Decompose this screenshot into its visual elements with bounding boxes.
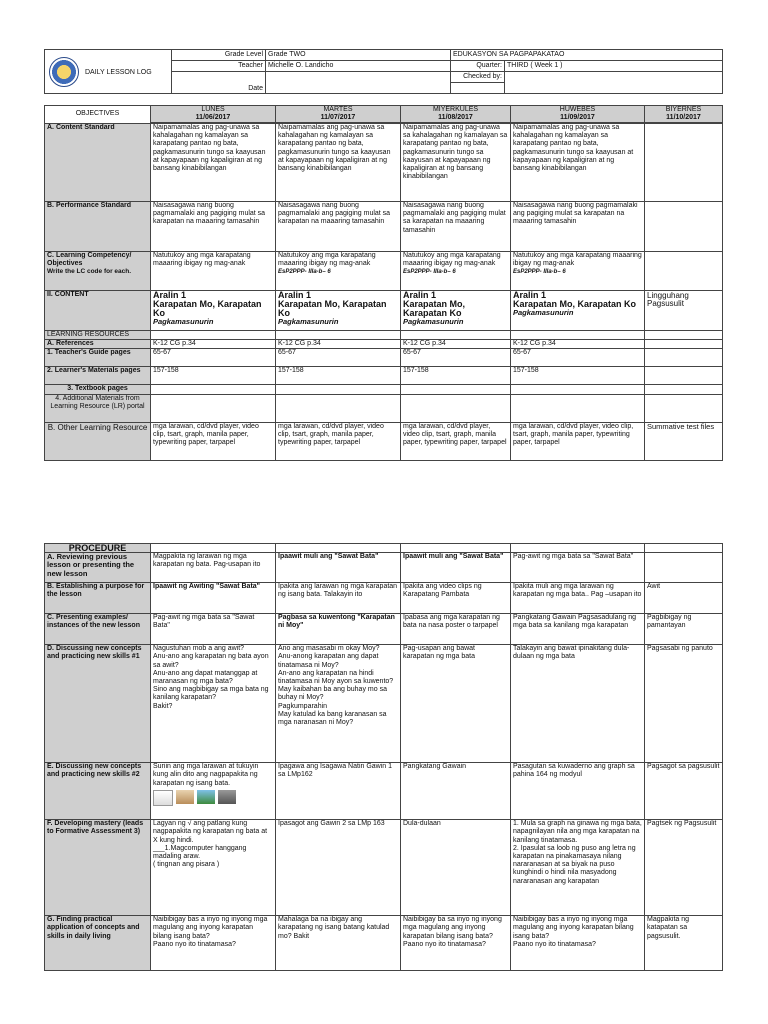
content-label: II. CONTENT xyxy=(45,291,151,331)
day-name: BIYERNES xyxy=(665,106,702,113)
procedure-label: B. Establishing a purpose for the lesson xyxy=(45,583,151,614)
procedure-cell: Ano ang masasabi m okay Moy? Anu-anong karapatan ang dapat tinatamasa ni Moy? An-ano ang karapatan na hindi tinatamasa ni Moy ayon sa kuwento? May kaibahan ba ang buhay mo sa buhay ni Moy? Pagkumparahin May katulad ka bang karanasan sa mga naranasan ni Moy? xyxy=(276,645,401,763)
procedure-cell: Magpakita ng katapatan sa pagsusulit. xyxy=(645,916,723,971)
procedure-cell: Dula-dulaan xyxy=(401,820,511,916)
playing-picture-icon xyxy=(197,790,215,804)
day-date: 11/10/2017 xyxy=(666,113,701,121)
procedure-cell: Pag-awit ng mga bata sa "Sawat Bata" xyxy=(511,553,645,583)
lc-code: EsP2PPP- IIIa-b– 6 xyxy=(278,269,331,276)
empty-cell xyxy=(645,385,723,394)
teachers-guide-label: 1. Teacher's Guide pages xyxy=(45,349,151,367)
procedure-cell: Pag-usapan ang bawat karapatan ng mga bata xyxy=(401,645,511,763)
value-focus: Pagkamasunurin xyxy=(278,317,339,326)
procedure-label: G. Finding practical application of concepts and skills in daily living xyxy=(45,916,151,971)
learners-materials-label: 2. Learner's Materials pages xyxy=(45,367,151,385)
lc-code-note: Write the LC code for each. xyxy=(47,268,132,276)
competency-cell xyxy=(511,252,645,291)
performance-standard-cell: Naisasagawa nang buong pagmamalaki ang pagiging mulat sa karapatan na maaaring tamasahin xyxy=(511,202,645,252)
references-cell: K-12 CG p.34 xyxy=(401,340,511,349)
references-cell: K-12 CG p.34 xyxy=(511,340,645,349)
procedure-cell: 1. Mula sa graph na ginawa ng mga bata, napagnilayan nila ang mga karapatan na kanilang tinatamasa. 2. Ipasulat sa loob ng puso ang letra ng karapatan na pinakamasaya nilang nararanasan at sa biyak na puso kunghindi o hindi nila masyadong nararanasan ang karapatan xyxy=(511,820,645,916)
procedure-cell: Naibibigay bas a inyo ng inyong mga magulang ang inyong karapatan bilang isang bata? Paano nyo ito tinatamasa? xyxy=(151,916,276,971)
aralin-number: Aralin 1 xyxy=(278,290,312,300)
procedure-cell: Ipasagot ang Gawin 2 sa LMp 163 xyxy=(276,820,401,916)
day-name: LUNES xyxy=(201,106,225,113)
performance-standard-label: B. Performance Standard xyxy=(45,202,151,252)
value-focus: Pagkamasunurin xyxy=(403,317,464,326)
procedure-text: Suriin ang mga larawan at tukuyin kung alin dito ang nagpapakita ng karapatan ng isang bata. xyxy=(153,763,259,787)
empty-cell xyxy=(276,394,401,422)
log-title: DAILY LESSON LOG xyxy=(85,68,152,76)
quarter-value: THIRD ( Week 1 ) xyxy=(505,61,723,72)
day-name: MIYERKULES xyxy=(432,106,479,113)
content-cell xyxy=(276,291,401,331)
empty-cell xyxy=(645,544,723,553)
procedure-cell: Mahalaga ba na ibigay ang karapatang ng isang batang katulad mo? Bakit xyxy=(276,916,401,971)
quarter-label: Quarter: xyxy=(451,61,505,72)
procedure-cell: Nagustuhan mob a ang awit? Anu-ano ang karapatan ng bata ayon sa awit? Anu-ano ang dapat matanggap at maranasan ng mga bata? Sino ang magbibigay sa mga bata ng kanilang karapatan? Bakit? xyxy=(151,645,276,763)
day-date: 11/09/2017 xyxy=(560,113,595,121)
procedure-label: A. Reviewing previous lesson or presenting the new lesson xyxy=(45,553,151,583)
other-resource-label: B. Other Learning Resource xyxy=(45,422,151,460)
procedure-cell: Awit xyxy=(645,583,723,614)
learners-materials-cell xyxy=(645,367,723,385)
competency-text: Natutukoy ang mga karapatang maaaring ibigay ng mag-anak xyxy=(153,252,251,268)
empty-cell xyxy=(645,394,723,422)
header-table xyxy=(44,49,723,94)
day-header xyxy=(151,106,276,123)
content-standard-cell: Naipamamalas ang pag-unawa sa kahalagahan ng kamalayan sa karapatang pantao ng bata, pagkamasunurin tungo sa kaayusan at kapayapaan ng kapaligiran at ng bansang kinabibilangan xyxy=(401,124,511,202)
day-header xyxy=(401,106,511,123)
other-resource-cell: mga larawan, cd/dvd player, video clip, tsart, graph, manila paper, typewriting paper, tarpapel xyxy=(401,422,511,460)
teachers-guide-cell: 65-67 xyxy=(151,349,276,367)
other-resource-cell: mga larawan, cd/dvd player, video clip, tsart, graph, manila paper, typewriting paper, tarpapel xyxy=(276,422,401,460)
content-cell xyxy=(401,291,511,331)
procedure-title: PROCEDURE xyxy=(45,544,151,553)
value-focus: Pagkamasunurin xyxy=(153,317,214,326)
working-picture-icon xyxy=(218,790,236,804)
empty-cell xyxy=(511,331,645,340)
competency-text: Natutukoy ang mga karapatang maaaring ibigay ng mag-anak xyxy=(513,252,642,268)
performance-standard-cell: Naisasagawa nang buong pagmamalaki ang pagiging mulat sa karapatan na maaaring tamasahin xyxy=(276,202,401,252)
performance-standard-cell xyxy=(645,202,723,252)
aralin-title: Karapatan Mo, Karapatan Ko xyxy=(403,299,466,318)
procedure-cell: Ipagawa ang Isagawa Natin Gawin 1 sa LMp162 xyxy=(276,763,401,820)
procedure-cell: Lagyan ng √ ang patlang kung nagpapakita ng karapatan ng bata at X kung hindi. ___1.Magcomputer hanggang madaling araw. ( tingnan ang pisara ) xyxy=(151,820,276,916)
day-header xyxy=(511,106,645,123)
procedure-cell: Pagsagot sa pagsusulit xyxy=(645,763,723,820)
procedure-cell: Ipakita ang video clips ng Karapatang Pambata xyxy=(401,583,511,614)
deped-seal-icon xyxy=(49,57,79,87)
empty-cell xyxy=(645,331,723,340)
lc-code: EsP2PPP- IIIa-b– 6 xyxy=(513,269,566,276)
procedure-cell: Pagbasa sa kuwentong "Karapatan ni Moy" xyxy=(276,614,401,645)
competency-cell xyxy=(276,252,401,291)
other-resource-cell: mga larawan, cd/dvd player, video clip, tsart, graph, manila paper, typewriting paper, tarpapel xyxy=(151,422,276,460)
procedure-label: F. Developing mastery (leads to Formative Assessment 3) xyxy=(45,820,151,916)
procedure-cell: Magpakita ng larawan ng mga karapatan ng bata. Pag-usapan ito xyxy=(151,553,276,583)
teachers-guide-cell: 65-67 xyxy=(401,349,511,367)
procedure-label: D. Discussing new concepts and practicing new skills #1 xyxy=(45,645,151,763)
teacher-label: Teacher xyxy=(172,61,266,72)
checked-by-label: Checked by: xyxy=(451,72,505,83)
competency-label xyxy=(45,252,151,291)
grade-level-label: Grade Level xyxy=(172,50,266,61)
family-picture-icon xyxy=(176,790,194,804)
competency-text: Natutukoy ang mga karapatang maaaring ibigay ng mag-anak xyxy=(403,252,501,268)
procedure-cell: Pag-awit ng mga bata sa "Sawat Bata" xyxy=(151,614,276,645)
aralin-title: Karapatan Mo, Karapatan Ko xyxy=(153,299,262,318)
content-cell xyxy=(151,291,276,331)
procedure-cell: Pagsasabi ng panuto xyxy=(645,645,723,763)
learners-materials-cell: 157-158 xyxy=(151,367,276,385)
day-date: 11/06/2017 xyxy=(195,113,231,121)
empty-cell xyxy=(401,394,511,422)
empty-cell xyxy=(151,331,276,340)
procedure-label: E. Discussing new concepts and practicing new skills #2 xyxy=(45,763,151,820)
procedure-cell: Naibibigay bas a inyo ng inyong mga magulang ang inyong karapatan bilang isang bata? Paano nyo ito tinatamasa? xyxy=(511,916,645,971)
content-standard-cell: Naipamamalas ang pag-unawa sa kahalagahan ng kamalayan sa karapatang pantao ng bata, pagkamasunurin tungo sa kaayusan at kapayapaan ng kapaligiran at ng bansang kinabibilangan xyxy=(151,124,276,202)
procedure-cell: Ipaawit ng Awiting "Sawat Bata" xyxy=(151,583,276,614)
learners-materials-cell: 157-158 xyxy=(401,367,511,385)
content-cell xyxy=(511,291,645,331)
date-value xyxy=(266,72,451,94)
day-date: 11/08/2017 xyxy=(438,113,473,121)
learners-materials-cell: 157-158 xyxy=(511,367,645,385)
value-focus: Pagkamasunurin xyxy=(513,308,574,317)
competency-title: C. Learning Competency/ Objectives xyxy=(47,252,132,268)
objectives-table xyxy=(44,105,723,461)
day-name: HUWEBES xyxy=(559,106,596,113)
teachers-guide-cell: 65-67 xyxy=(276,349,401,367)
performance-standard-cell: Naisasagawa nang buong pagmamalaki ang pagiging mulat sa karapatan na maaaring tamasahin xyxy=(151,202,276,252)
content-standard-label: A. Content Standard xyxy=(45,124,151,202)
weekly-test-title: Lingguhang Pagsusulit xyxy=(647,291,689,309)
day-header xyxy=(276,106,401,123)
procedure-cell xyxy=(645,553,723,583)
content-cell xyxy=(645,291,723,331)
performance-standard-cell: Naisasagawa nang buong pagmamalaki ang pagiging mulat sa karapatan na maaaring tamasahin xyxy=(401,202,511,252)
empty-cell xyxy=(511,394,645,422)
day-name: MARTES xyxy=(323,106,353,113)
aralin-title: Karapatan Mo, Karapatan Ko xyxy=(513,299,637,309)
textbook-label: 3. Textbook pages xyxy=(45,385,151,394)
empty-cell xyxy=(151,394,276,422)
competency-cell xyxy=(151,252,276,291)
empty-cell xyxy=(401,385,511,394)
learners-materials-cell: 157-158 xyxy=(276,367,401,385)
other-resource-cell: mga larawan, cd/dvd player, video clip, tsart, graph, manila paper, typewriting paper, tarpapel xyxy=(511,422,645,460)
empty-cell xyxy=(276,331,401,340)
empty-cell xyxy=(511,385,645,394)
procedure-cell: Ipakita ang larawan ng mga karapatan ng isang bata. Talakayin ito xyxy=(276,583,401,614)
empty-cell xyxy=(401,544,511,553)
aralin-number: Aralin 1 xyxy=(153,290,187,300)
child-picture-icon xyxy=(153,790,173,806)
checked-by-value xyxy=(505,72,723,94)
competency-cell xyxy=(401,252,511,291)
procedure-cell: Ipaawit muli ang "Sawat Bata" xyxy=(401,553,511,583)
procedure-cell: Naibibigay ba sa inyo ng inyong mga magulang ang inyong karapatan bilang isang bata? Paano nyo ito tinatamasa? xyxy=(401,916,511,971)
competency-text: Natutukoy ang mga karapatang maaaring ibigay ng mag-anak xyxy=(278,252,376,268)
aralin-title: Karapatan Mo, Karapatan Ko xyxy=(278,299,387,318)
date-label: Date xyxy=(172,72,266,94)
procedure-cell: Pagbibigay ng pamantayan xyxy=(645,614,723,645)
learning-resources-label: LEARNING RESOURCES xyxy=(45,331,151,340)
procedure-cell: Pangkatang Gawain Pagsasadulang ng mga bata sa kanilang mga karapatan xyxy=(511,614,645,645)
empty-cell xyxy=(511,544,645,553)
procedure-cell: Talakayin ang bawat ipinakitang dula-dulaan ng mga bata xyxy=(511,645,645,763)
objectives-label: OBJECTIVES xyxy=(45,106,151,124)
aralin-number: Aralin 1 xyxy=(513,290,547,300)
lc-code: EsP2PPP- IIIa-b– 6 xyxy=(403,269,456,276)
references-label: A. References xyxy=(45,340,151,349)
grade-level-value: Grade TWO xyxy=(266,50,451,61)
logo-cell xyxy=(45,50,172,94)
procedure-cell: Pasagutan sa kuwaderno ang graph sa pahina 164 ng modyul xyxy=(511,763,645,820)
aralin-number: Aralin 1 xyxy=(403,290,437,300)
day-header xyxy=(645,106,723,123)
procedure-table xyxy=(44,543,723,971)
empty-cell xyxy=(401,331,511,340)
competency-cell xyxy=(645,252,723,291)
references-cell: K-12 CG p.34 xyxy=(151,340,276,349)
procedure-cell xyxy=(151,763,276,820)
empty-cell xyxy=(151,544,276,553)
content-standard-cell: Naipamamalas ang pag-unawa sa kahalagahan ng kamalayan sa karapatang pantao ng bata, pagkamasunurin tungo sa kaayusan at kapayapaan ng kapaligiran at ng bansang kinabibilangan xyxy=(276,124,401,202)
subject-value: EDUKASYON SA PAGPAPAKATAO xyxy=(451,50,723,61)
day-date: 11/07/2017 xyxy=(320,113,356,121)
procedure-cell: Pagtsek ng Pagsusulit xyxy=(645,820,723,916)
teachers-guide-cell: 65-67 xyxy=(511,349,645,367)
procedure-cell: Ipaawit muli ang "Sawat Bata" xyxy=(276,553,401,583)
teachers-guide-cell xyxy=(645,349,723,367)
other-resource-cell: Summative test files xyxy=(645,422,723,460)
teacher-value: Michelle O. Landicho xyxy=(266,61,451,72)
references-cell: K-12 CG p.34 xyxy=(276,340,401,349)
procedure-label: C. Presenting examples/ instances of the new lesson xyxy=(45,614,151,645)
content-standard-cell: Naipamamalas ang pag-unawa sa kahalagahan ng kamalayan sa karapatang pantao ng bata, pagkamasunurin tungo sa kaayusan at kapayapaan ng kapaligiran at ng bansang kinabibilangan xyxy=(511,124,645,202)
checked-by-spacer xyxy=(451,83,505,94)
procedure-cell: Pangkatang Gawain xyxy=(401,763,511,820)
empty-cell xyxy=(276,544,401,553)
empty-cell xyxy=(151,385,276,394)
procedure-cell: Ipakita muli ang mga larawan ng karapatan ng mga bata.. Pag –usapan ito xyxy=(511,583,645,614)
additional-materials-label: 4. Additional Materials from Learning Resource (LR) portal xyxy=(45,394,151,422)
picture-strip xyxy=(153,790,273,806)
content-standard-cell xyxy=(645,124,723,202)
references-cell xyxy=(645,340,723,349)
procedure-cell: Ipabasa ang mga karapatan ng bata na nasa poster o tarpapel xyxy=(401,614,511,645)
empty-cell xyxy=(276,385,401,394)
